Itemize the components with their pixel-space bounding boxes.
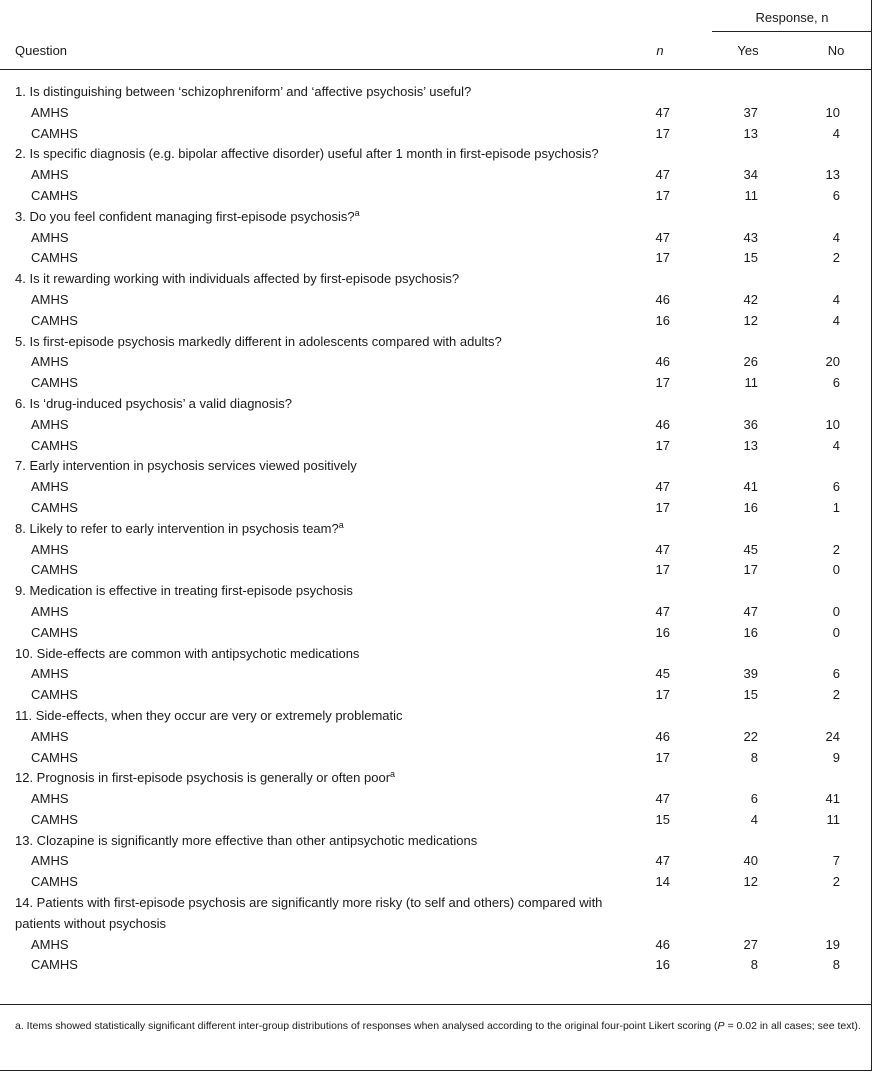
group-row — [0, 560, 872, 581]
group-label: CAMHS — [31, 562, 78, 578]
yes-value: 13 — [743, 125, 758, 141]
n-value: 46 — [655, 936, 670, 952]
no-value: 24 — [825, 728, 840, 744]
yes-value: 16 — [743, 499, 758, 515]
group-label: AMHS — [31, 354, 69, 370]
group-row — [0, 186, 872, 207]
question-text: 14. Patients with first-episode psychosis are significantly more risky (to self and others) compared with patients without psychosis — [15, 895, 603, 931]
group-label: AMHS — [31, 104, 69, 120]
yes-value: 4 — [750, 811, 758, 827]
n-value: 17 — [655, 437, 670, 453]
yes-value: 13 — [743, 437, 758, 453]
group-label: CAMHS — [31, 437, 78, 453]
question-row — [0, 768, 615, 789]
group-row — [0, 103, 872, 124]
group-label: CAMHS — [31, 687, 78, 703]
yes-value: 15 — [743, 250, 758, 266]
footnote-marker: a — [338, 519, 344, 530]
group-label: CAMHS — [31, 125, 78, 141]
no-value: 4 — [832, 229, 840, 245]
group-label: CAMHS — [31, 187, 78, 203]
group-label: CAMHS — [31, 312, 78, 328]
no-value: 0 — [832, 624, 840, 640]
yes-value: 37 — [743, 104, 758, 120]
group-label: CAMHS — [31, 624, 78, 640]
response-header-rule — [712, 31, 872, 32]
group-label: CAMHS — [31, 874, 78, 890]
n-value: 45 — [655, 666, 670, 682]
yes-value: 6 — [750, 791, 758, 807]
question-row — [0, 581, 615, 602]
footnote-marker: a — [390, 769, 396, 780]
question-text: 11. Side-effects, when they occur are very or extremely problematic — [15, 707, 403, 723]
yes-value: 22 — [743, 728, 758, 744]
group-label: CAMHS — [31, 811, 78, 827]
yes-value: 16 — [743, 624, 758, 640]
n-value: 47 — [655, 603, 670, 619]
footnote-text-end: = 0.02 in all cases; see text). — [724, 1020, 861, 1032]
n-value: 46 — [655, 416, 670, 432]
no-value: 20 — [825, 354, 840, 370]
question-row — [0, 893, 615, 935]
n-value: 46 — [655, 728, 670, 744]
yes-value: 42 — [743, 291, 758, 307]
group-label: AMHS — [31, 167, 69, 183]
question-text: 12. Prognosis in first-episode psychosis is generally or often poor — [15, 770, 391, 786]
question-text: 1. Is distinguishing between ‘schizophreniform’ and ‘affective psychosis’ useful? — [15, 84, 472, 99]
n-value: 17 — [655, 562, 670, 578]
n-value: 17 — [655, 375, 670, 391]
no-value: 6 — [832, 375, 840, 391]
group-row — [0, 248, 872, 269]
question-text: 9. Medication is effective in treating first-episode psychosis — [15, 583, 353, 599]
table-header — [0, 0, 872, 70]
question-text: 5. Is first-episode psychosis markedly different in adolescents compared with adults? — [15, 333, 502, 349]
yes-value: 15 — [743, 687, 758, 703]
group-row — [0, 373, 872, 394]
group-row — [0, 165, 872, 186]
footnote-text-start: a. Items showed statistically significant different inter-group distributions of responses when analysed according to the original four-point Likert scoring ( — [15, 1020, 718, 1032]
question-row — [0, 456, 615, 477]
question-text: 7. Early intervention in psychosis services viewed positively — [15, 458, 357, 474]
question-row — [0, 831, 615, 852]
group-row — [0, 748, 872, 769]
n-value: 47 — [655, 541, 670, 557]
question-row — [0, 82, 615, 103]
group-label: AMHS — [31, 603, 69, 619]
group-label: AMHS — [31, 541, 69, 557]
no-value: 8 — [832, 957, 840, 973]
no-value: 2 — [832, 541, 840, 557]
question-row — [0, 519, 615, 540]
response-header: Response, n — [755, 10, 829, 25]
no-value: 6 — [832, 479, 840, 495]
n-value: 17 — [655, 499, 670, 515]
footnote-p-symbol: P — [717, 1020, 725, 1032]
n-value: 17 — [655, 187, 670, 203]
yes-value: 43 — [743, 229, 758, 245]
table-footnote — [15, 1016, 865, 1037]
no-value: 13 — [825, 167, 840, 183]
group-row — [0, 311, 872, 332]
group-row — [0, 352, 872, 373]
yes-value: 27 — [743, 936, 758, 952]
question-row — [0, 332, 615, 353]
group-row — [0, 727, 872, 748]
no-value: 0 — [832, 603, 840, 619]
yes-value: 39 — [743, 666, 758, 682]
group-row — [0, 228, 872, 249]
yes-value: 41 — [743, 479, 758, 495]
group-row — [0, 935, 872, 956]
group-label: CAMHS — [31, 749, 78, 765]
group-row — [0, 872, 872, 893]
no-value: 11 — [826, 811, 840, 827]
group-label: AMHS — [31, 416, 69, 432]
group-label: AMHS — [31, 291, 69, 307]
group-label: CAMHS — [31, 957, 78, 973]
yes-value: 40 — [743, 853, 758, 869]
footer-rule — [0, 1004, 872, 1005]
n-value: 47 — [655, 229, 670, 245]
no-value: 2 — [832, 874, 840, 890]
n-value: 46 — [655, 354, 670, 370]
no-value: 4 — [832, 312, 840, 328]
n-value: 47 — [655, 167, 670, 183]
no-column-header: No — [827, 43, 845, 58]
group-row — [0, 290, 872, 311]
no-value: 10 — [825, 104, 840, 120]
question-text: 8. Likely to refer to early intervention in psychosis team? — [15, 520, 339, 536]
yes-value: 11 — [744, 375, 758, 391]
group-row — [0, 477, 872, 498]
n-value: 14 — [655, 874, 670, 890]
group-row — [0, 664, 872, 685]
group-row — [0, 789, 872, 810]
group-row — [0, 851, 872, 872]
n-value: 17 — [655, 687, 670, 703]
question-text: 13. Clozapine is significantly more effective than other antipsychotic medications — [15, 832, 478, 848]
question-text: 3. Do you feel confident managing first-episode psychosis? — [15, 208, 355, 224]
yes-value: 26 — [743, 354, 758, 370]
no-value: 2 — [832, 250, 840, 266]
n-value: 15 — [655, 811, 670, 827]
group-label: CAMHS — [31, 499, 78, 515]
group-label: CAMHS — [31, 375, 78, 391]
n-value: 16 — [655, 624, 670, 640]
group-label: AMHS — [31, 853, 69, 869]
group-label: AMHS — [31, 479, 69, 495]
no-value: 41 — [825, 791, 840, 807]
yes-value: 12 — [743, 312, 758, 328]
question-text: 10. Side-effects are common with antipsychotic medications — [15, 645, 360, 661]
yes-value: 17 — [743, 562, 758, 578]
yes-value: 47 — [743, 603, 758, 619]
n-value: 46 — [655, 291, 670, 307]
group-row — [0, 124, 872, 145]
question-row — [0, 207, 615, 228]
no-value: 6 — [832, 666, 840, 682]
group-label: CAMHS — [31, 250, 78, 266]
n-value: 47 — [655, 479, 670, 495]
n-value: 47 — [655, 853, 670, 869]
group-label: AMHS — [31, 936, 69, 952]
yes-value: 12 — [743, 874, 758, 890]
n-value: 16 — [655, 957, 670, 973]
group-label: AMHS — [31, 666, 69, 682]
n-value: 17 — [655, 749, 670, 765]
yes-value: 8 — [750, 957, 758, 973]
no-value: 6 — [832, 187, 840, 203]
group-row — [0, 810, 872, 831]
no-value: 0 — [832, 562, 840, 578]
question-row — [0, 269, 615, 290]
no-value: 4 — [832, 125, 840, 141]
no-value: 4 — [832, 291, 840, 307]
n-value: 17 — [655, 125, 670, 141]
no-value: 7 — [832, 853, 840, 869]
group-row — [0, 685, 872, 706]
no-value: 2 — [832, 687, 840, 703]
group-row — [0, 436, 872, 457]
group-row — [0, 540, 872, 561]
group-row — [0, 955, 872, 976]
table-body — [0, 82, 872, 976]
yes-value: 34 — [743, 167, 758, 183]
question-row — [0, 644, 615, 665]
n-value: 47 — [655, 104, 670, 120]
question-text: 2. Is specific diagnosis (e.g. bipolar affective disorder) useful after 1 month in first-episode psychosis? — [15, 146, 599, 162]
question-row — [0, 706, 615, 727]
yes-value: 8 — [750, 749, 758, 765]
group-row — [0, 415, 872, 436]
n-column-header: n — [656, 43, 664, 58]
group-row — [0, 498, 872, 519]
question-column-header: Question — [15, 43, 68, 58]
no-value: 1 — [832, 499, 840, 515]
n-value: 16 — [655, 312, 670, 328]
no-value: 4 — [832, 437, 840, 453]
group-row — [0, 623, 872, 644]
yes-value: 11 — [744, 187, 758, 203]
question-text: 6. Is ‘drug-induced psychosis’ a valid diagnosis? — [15, 395, 293, 411]
n-value: 17 — [655, 250, 670, 266]
group-label: AMHS — [31, 728, 69, 744]
question-row — [0, 144, 615, 165]
header-rule — [0, 69, 872, 70]
yes-value: 36 — [743, 416, 758, 432]
footnote-marker: a — [354, 207, 360, 218]
group-row — [0, 602, 872, 623]
group-label: AMHS — [31, 229, 69, 245]
question-text: 4. Is it rewarding working with individuals affected by first-episode psychosis? — [15, 271, 460, 287]
yes-column-header: Yes — [737, 43, 759, 58]
no-value: 9 — [832, 749, 840, 765]
group-label: AMHS — [31, 791, 69, 807]
yes-value: 45 — [743, 541, 758, 557]
n-value: 47 — [655, 791, 670, 807]
no-value: 10 — [825, 416, 840, 432]
question-row — [0, 394, 615, 415]
no-value: 19 — [825, 936, 840, 952]
